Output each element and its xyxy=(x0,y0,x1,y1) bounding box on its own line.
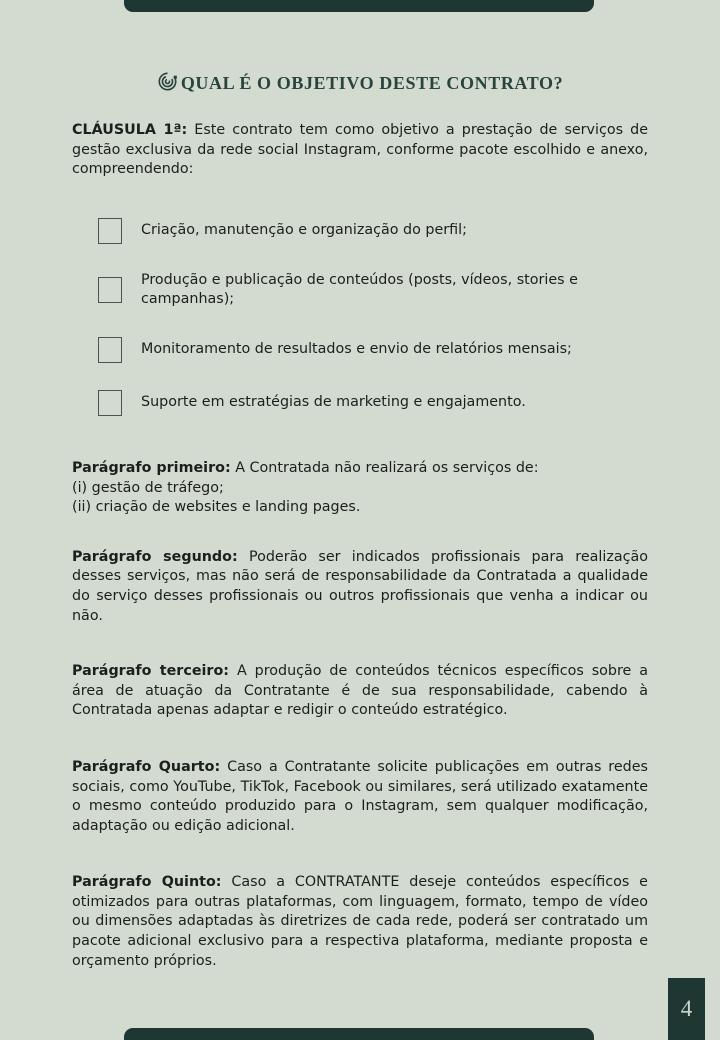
paragraph-line: (i) gestão de tráfego; xyxy=(72,479,224,496)
checkbox-label: Criação, manutenção e organização do perfil; xyxy=(141,221,467,238)
checkbox[interactable] xyxy=(98,218,122,244)
list-item xyxy=(98,218,648,244)
checkbox-label: Produção e publicação de conteúdos (posts, vídeos, stories e campanhas); xyxy=(141,271,578,308)
clause-label: CLÁUSULA 1ª: xyxy=(72,122,188,138)
page-number: 4 xyxy=(680,996,693,1021)
page-number-box xyxy=(668,978,705,1040)
paragraph-text: Caso a CONTRATANTE deseje conteúdos específicos e otimizados para outras plataformas, com linguagem, formato, tempo de vídeo ou dimensões adaptadas às diretrizes de cada rede, poderá ser contratado um pacote adicional exclusivo para a respectiva plataforma, mediante proposta e orçamento próprios. xyxy=(72,874,648,969)
paragraph-text: A Contratada não realizará os serviços de: xyxy=(235,459,539,476)
bottom-accent-bar xyxy=(124,1028,594,1040)
paragraph-segundo xyxy=(72,548,648,626)
clause-paragraph xyxy=(72,121,648,180)
list-item xyxy=(98,271,648,310)
paragraph-label: Parágrafo segundo: xyxy=(72,548,238,565)
services-checklist xyxy=(72,218,648,416)
paragraph-primeiro xyxy=(72,459,648,518)
paragraph-text: Caso a Contratante solicite publicações em outras redes sociais, como YouTube, TikTok, Facebook ou similares, será utilizado exatamente o mesmo conteúdo produzido para o Instagram, sem qualquer modificação, adaptação ou edição adicional. xyxy=(72,758,648,834)
checkbox-label: Suporte em estratégias de marketing e engajamento. xyxy=(141,394,526,411)
page-title-row xyxy=(72,70,648,96)
checkbox[interactable] xyxy=(98,277,122,303)
paragraph-quarto xyxy=(72,758,648,836)
checkbox-label: Monitoramento de resultados e envio de relatórios mensais; xyxy=(141,341,572,358)
paragraph-label: Parágrafo Quarto: xyxy=(72,758,221,775)
paragraph-label: Parágrafo primeiro: xyxy=(72,459,231,476)
page-title: QUAL É O OBJETIVO DESTE CONTRATO? xyxy=(180,72,564,93)
page-content xyxy=(72,0,648,971)
checkbox[interactable] xyxy=(98,390,122,416)
list-item xyxy=(98,337,648,363)
paragraph-terceiro xyxy=(72,662,648,721)
paragraph-quinto xyxy=(72,873,648,971)
paragraph-text: Poderão ser indicados profissionais para realização desses serviços, mas não será de responsabilidade da Contratada a qualidade do serviço desses profissionais ou outros profissionais que venha a indicar ou não. xyxy=(72,548,649,624)
clause-text: Este contrato tem como objetivo a prestação de serviços de gestão exclusiva da rede social Instagram, conforme pacote escolhido e anexo, compreendendo: xyxy=(72,122,649,178)
spiral-at-icon xyxy=(157,71,178,96)
paragraph-line: (ii) criação de websites e landing pages. xyxy=(72,499,361,516)
paragraph-label: Parágrafo Quinto: xyxy=(72,874,222,891)
checkbox[interactable] xyxy=(98,337,122,363)
paragraph-label: Parágrafo terceiro: xyxy=(72,663,230,680)
list-item xyxy=(98,390,648,416)
paragraph-text: A produção de conteúdos técnicos específicos sobre a área de atuação da Contratante é de sua responsabilidade, cabendo à Contratada apenas adaptar e redigir o conteúdo estratégico. xyxy=(72,663,649,719)
